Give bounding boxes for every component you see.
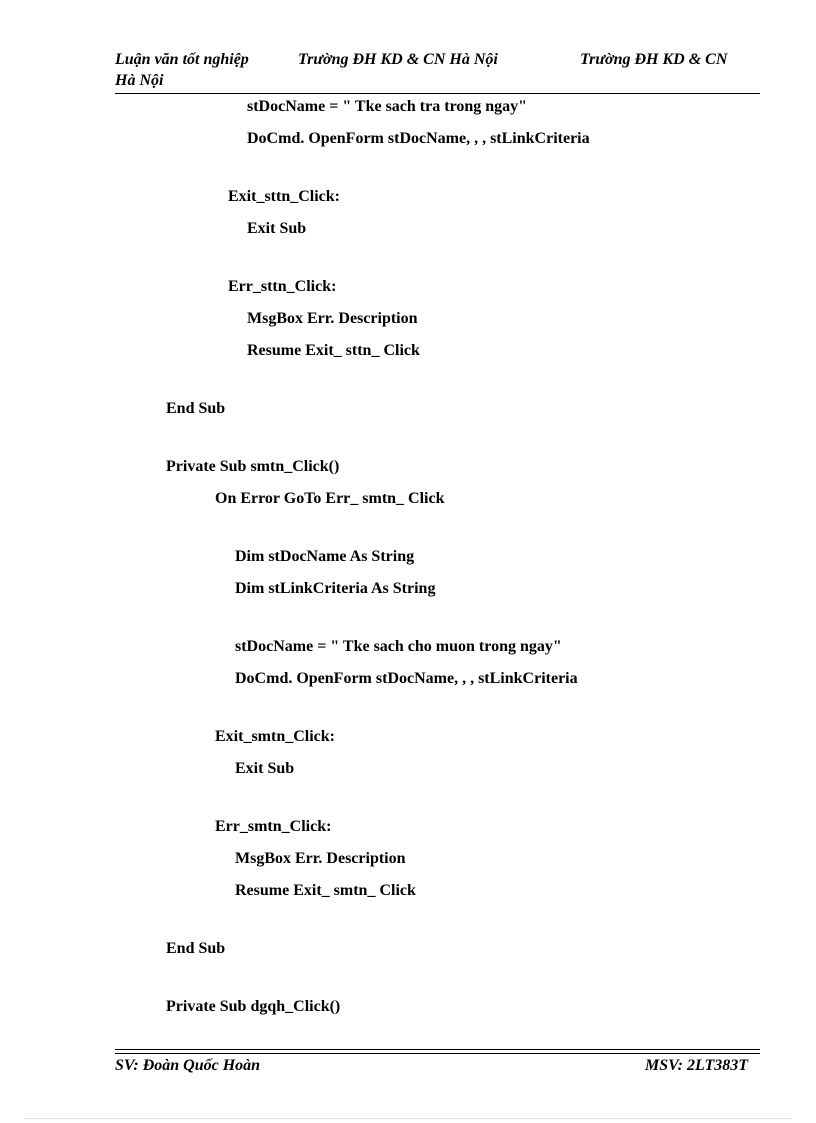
code-line: Private Sub smtn_Click() <box>166 458 340 475</box>
footer-divider-bottom <box>115 1053 760 1054</box>
code-line: MsgBox Err. Description <box>247 310 418 327</box>
header-divider <box>115 93 760 94</box>
footer-student-name: SV: Đoàn Quốc Hoàn <box>115 1057 261 1074</box>
code-label: Exit_smtn_Click: <box>215 728 335 745</box>
code-line: stDocName = " Tke sach cho muon trong ngay" <box>235 638 562 655</box>
code-line: stDocName = " Tke sach tra trong ngay" <box>247 98 528 115</box>
code-label: Err_smtn_Click: <box>215 818 332 835</box>
header-university-city: Hà Nội <box>115 72 164 89</box>
code-line: Dim stDocName As String <box>235 548 415 565</box>
code-label: Exit_sttn_Click: <box>228 188 340 205</box>
code-line: MsgBox Err. Description <box>235 850 406 867</box>
code-line: Resume Exit_ sttn_ Click <box>247 342 420 359</box>
code-line: On Error GoTo Err_ smtn_ Click <box>215 490 445 507</box>
code-line: End Sub <box>166 940 226 957</box>
footer-student-id: MSV: 2LT383T <box>645 1057 748 1074</box>
code-line: Dim stLinkCriteria As String <box>235 580 436 597</box>
code-line: Exit Sub <box>235 760 295 777</box>
code-line: DoCmd. OpenForm stDocName, , , stLinkCriteria <box>235 670 578 687</box>
header-university-name-repeat: Trường ĐH KD & CN <box>580 51 728 68</box>
code-line: Resume Exit_ smtn_ Click <box>235 882 416 899</box>
code-line: Exit Sub <box>247 220 307 237</box>
code-line: End Sub <box>166 400 226 417</box>
code-line: DoCmd. OpenForm stDocName, , , stLinkCriteria <box>247 130 590 147</box>
page-edge-dotted-line <box>25 1118 791 1119</box>
header-university-name: Trường ĐH KD & CN Hà Nội <box>298 51 498 68</box>
header-thesis-label: Luận văn tốt nghiệp <box>115 51 249 68</box>
code-label: Err_sttn_Click: <box>228 278 337 295</box>
footer-divider-top <box>115 1049 760 1050</box>
code-line: Private Sub dgqh_Click() <box>166 998 341 1015</box>
